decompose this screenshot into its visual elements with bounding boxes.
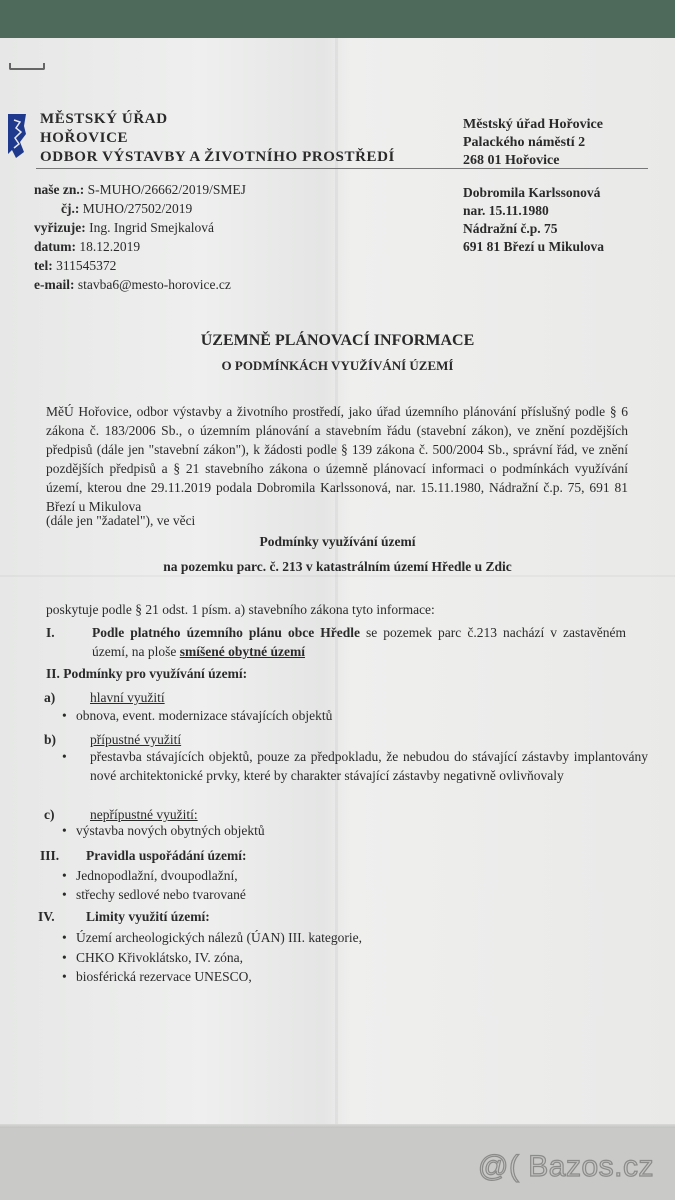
reference-block: naše zn.: S-MUHO/26662/2019/SMEJ čj.: MUHO/27502/2019 vyřizuje: Ing. Ingrid Smejkalová datum: 18.12.2019 tel: 311545372 e-mail: stavba6@mesto-horovice.cz	[34, 182, 246, 292]
list-item: • výstavba nových obytných objektů	[62, 821, 265, 840]
list-item: • přestavba stávajících objektů, pouze za předpokladu, že nebudou do stávající zástavby implantovány nové architektonické prvky, které by charakter stávající zástavby negativně ovlivňovaly	[62, 747, 648, 785]
list-item: • CHKO Křivoklátsko, IV. zóna,	[62, 948, 243, 967]
reference-number: S-MUHO/26662/2019/SMEJ	[87, 182, 246, 197]
section-ii-heading: II. Podmínky pro využívání území:	[46, 666, 248, 681]
phone: 311545372	[56, 258, 117, 273]
office-name: MĚSTSKÝ ÚŘAD HOŘOVICE ODBOR VÝSTAVBY A ŽIVOTNÍHO PROSTŘEDÍ	[40, 111, 395, 165]
list-item: • střechy sedlové nebo tvarované	[62, 885, 246, 904]
office-address: Městský úřad Hořovice Palackého náměstí 2 268 01 Hořovice	[463, 117, 603, 168]
list-item: • obnova, event. modernizace stávajících objektů	[62, 706, 332, 725]
handled-by: Ing. Ingrid Smejkalová	[89, 220, 214, 235]
provides-statement: poskytuje podle § 21 odst. 1 písm. a) stavebního zákona tyto informace:	[46, 602, 435, 617]
recipient-address: Dobromila Karlssonová nar. 15.11.1980 Nádražní č.p. 75 691 81 Březí u Mikulova	[463, 185, 604, 254]
paper-fold	[335, 38, 338, 1128]
bazos-watermark: @( Bazos.cz	[478, 1150, 654, 1183]
document-date: 18.12.2019	[79, 239, 141, 254]
list-item: • Jednopodlažní, dvoupodlažní,	[62, 866, 238, 885]
document-title: ÚZEMNĚ PLÁNOVACÍ INFORMACE	[200, 332, 475, 349]
list-item: • biosférická rezervace UNESCO,	[62, 967, 252, 986]
sub-a: a) hlavní využití	[44, 690, 165, 705]
city-coat-of-arms-icon	[6, 112, 28, 160]
document-subtitle: O PODMÍNKÁCH VYUŽÍVÁNÍ ÚZEMÍ	[221, 358, 454, 373]
subject-parcel: na pozemku parc. č. 213 v katastrálním území Hředle u Zdic	[163, 559, 512, 574]
section-i: I. Podle platného územního plánu obce Hředle se pozemek parc č.213 nachází v zastavěném území, na ploše smíšené obytné území	[46, 625, 626, 659]
intro-paragraph: MěÚ Hořovice, odbor výstavby a životního prostředí, jako úřad územního plánování příslušný podle § 6 zákona č. 183/2006 Sb., o územním plánování a stavebním řádu (stavební zákon), ve znění pozdějších předpisů (dále jen "stavební zákon"), k žádosti podle § 139 zákona č. 500/2004 Sb., správní řád, ve znění pozdějších předpisů a § 21 stavebního zákona o územně plánovací informaci o podmínkách využívání území, kterou dne 29.11.2019 podala Dobromila Karlssonová, nar. 15.11.1980, Nádražní č.p. 75, 691 81 Březí u Mikulova	[46, 404, 628, 514]
subject-heading: Podmínky využívání území	[259, 534, 416, 549]
file-number: MUHO/27502/2019	[82, 201, 193, 216]
section-iv-heading: IV. Limity využití území:	[38, 909, 210, 924]
applicant-note: (dále jen "žadatel"), ve věci	[46, 513, 196, 528]
sub-c: c) nepřípustné využití:	[44, 807, 198, 822]
email: stavba6@mesto-horovice.cz	[77, 277, 231, 292]
list-item: • Území archeologických nálezů (ÚAN) III. kategorie,	[62, 928, 362, 947]
sub-b: b) přípustné využití	[44, 732, 182, 747]
staple	[9, 63, 45, 70]
paper-fold	[0, 575, 675, 577]
section-iii-heading: III. Pravidla uspořádání území:	[40, 848, 247, 863]
